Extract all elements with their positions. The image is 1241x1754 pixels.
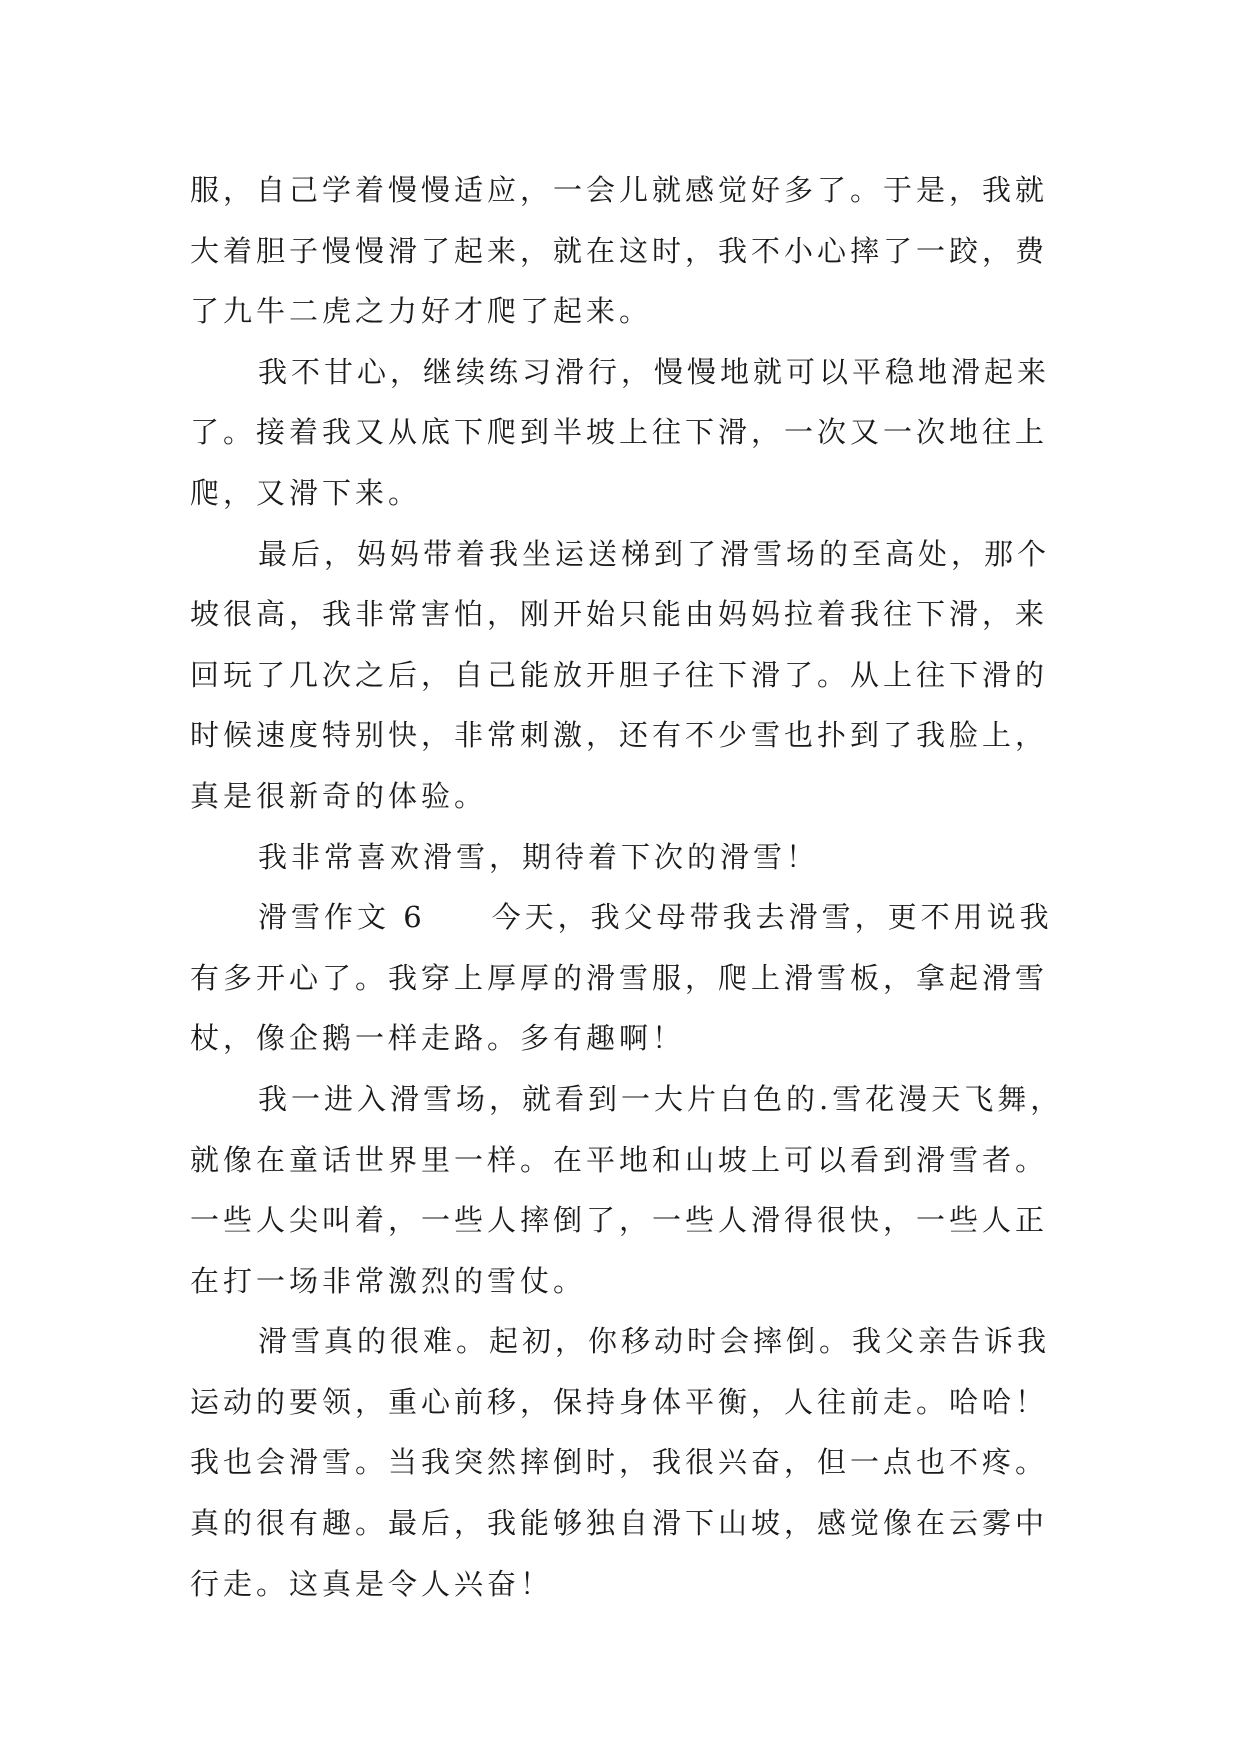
paragraph-line: 滑雪真的很难。起初，你移动时会摔倒。我父亲告诉我 [258,1324,1051,1359]
paragraph-line: 了。接着我又从底下爬到半坡上往下滑，一次又一次地往上 [190,415,1049,450]
paragraph-line: 杖，像企鹅一样走路。多有趣啊！ [190,1021,686,1056]
paragraph-line: 了九牛二虎之力好才爬了起来。 [190,294,653,329]
paragraph-line: 行走。这真是令人兴奋！ [190,1566,554,1601]
paragraph-line: 有多开心了。我穿上厚厚的滑雪服，爬上滑雪板，拿起滑雪 [190,960,1049,995]
paragraph-line: 时候速度特别快，非常刺激，还有不少雪也扑到了我脸上， [190,718,1049,753]
paragraph-line: 真的很有趣。最后，我能够独自滑下山坡，感觉像在云雾中 [190,1506,1049,1541]
paragraph-1 [190,160,1070,342]
paragraph-line: 一些人尖叫着，一些人摔倒了，一些人滑得很快，一些人正 [190,1203,1049,1238]
document-body [190,160,1070,1614]
paragraph-line: 坡很高，我非常害怕，刚开始只能由妈妈拉着我往下滑，来 [190,597,1049,632]
paragraph-line: 回玩了几次之后，自己能放开胆子往下滑了。从上往下滑的 [190,657,1049,692]
paragraph-line: 我非常喜欢滑雪，期待着下次的滑雪！ [258,839,820,874]
paragraph-line: 爬，又滑下来。 [190,475,422,510]
paragraph-line: 最后，妈妈带着我坐运送梯到了滑雪场的至高处，那个 [258,536,1051,571]
paragraph-7 [190,1311,1070,1614]
paragraph-3 [190,524,1070,827]
paragraph-line: 在打一场非常激烈的雪仗。 [190,1263,587,1298]
paragraph-5 [190,887,1070,1069]
paragraph-line: 我不甘心，继续练习滑行，慢慢地就可以平稳地滑起来 [258,354,1051,389]
essay-heading-line: 滑雪作文 6 今天，我父母带我去滑雪，更不用说我 [258,900,1053,935]
paragraph-2 [190,342,1070,524]
paragraph-line: 大着胆子慢慢滑了起来，就在这时，我不小心摔了一跤，费 [190,233,1049,268]
paragraph-6 [190,1069,1070,1311]
paragraph-line: 服，自己学着慢慢适应，一会儿就感觉好多了。于是，我就 [190,173,1049,207]
paragraph-line: 运动的要领，重心前移，保持身体平衡，人往前走。哈哈！ [190,1384,1049,1419]
paragraph-line: 就像在童话世界里一样。在平地和山坡上可以看到滑雪者。 [190,1142,1049,1177]
paragraph-line: 我一进入滑雪场，就看到一大片白色的.雪花漫天飞舞， [258,1081,1064,1116]
paragraph-line: 真是很新奇的体验。 [190,778,488,813]
paragraph-line: 我也会滑雪。当我突然摔倒时，我很兴奋，但一点也不疼。 [190,1445,1049,1480]
paragraph-4 [190,827,1070,888]
